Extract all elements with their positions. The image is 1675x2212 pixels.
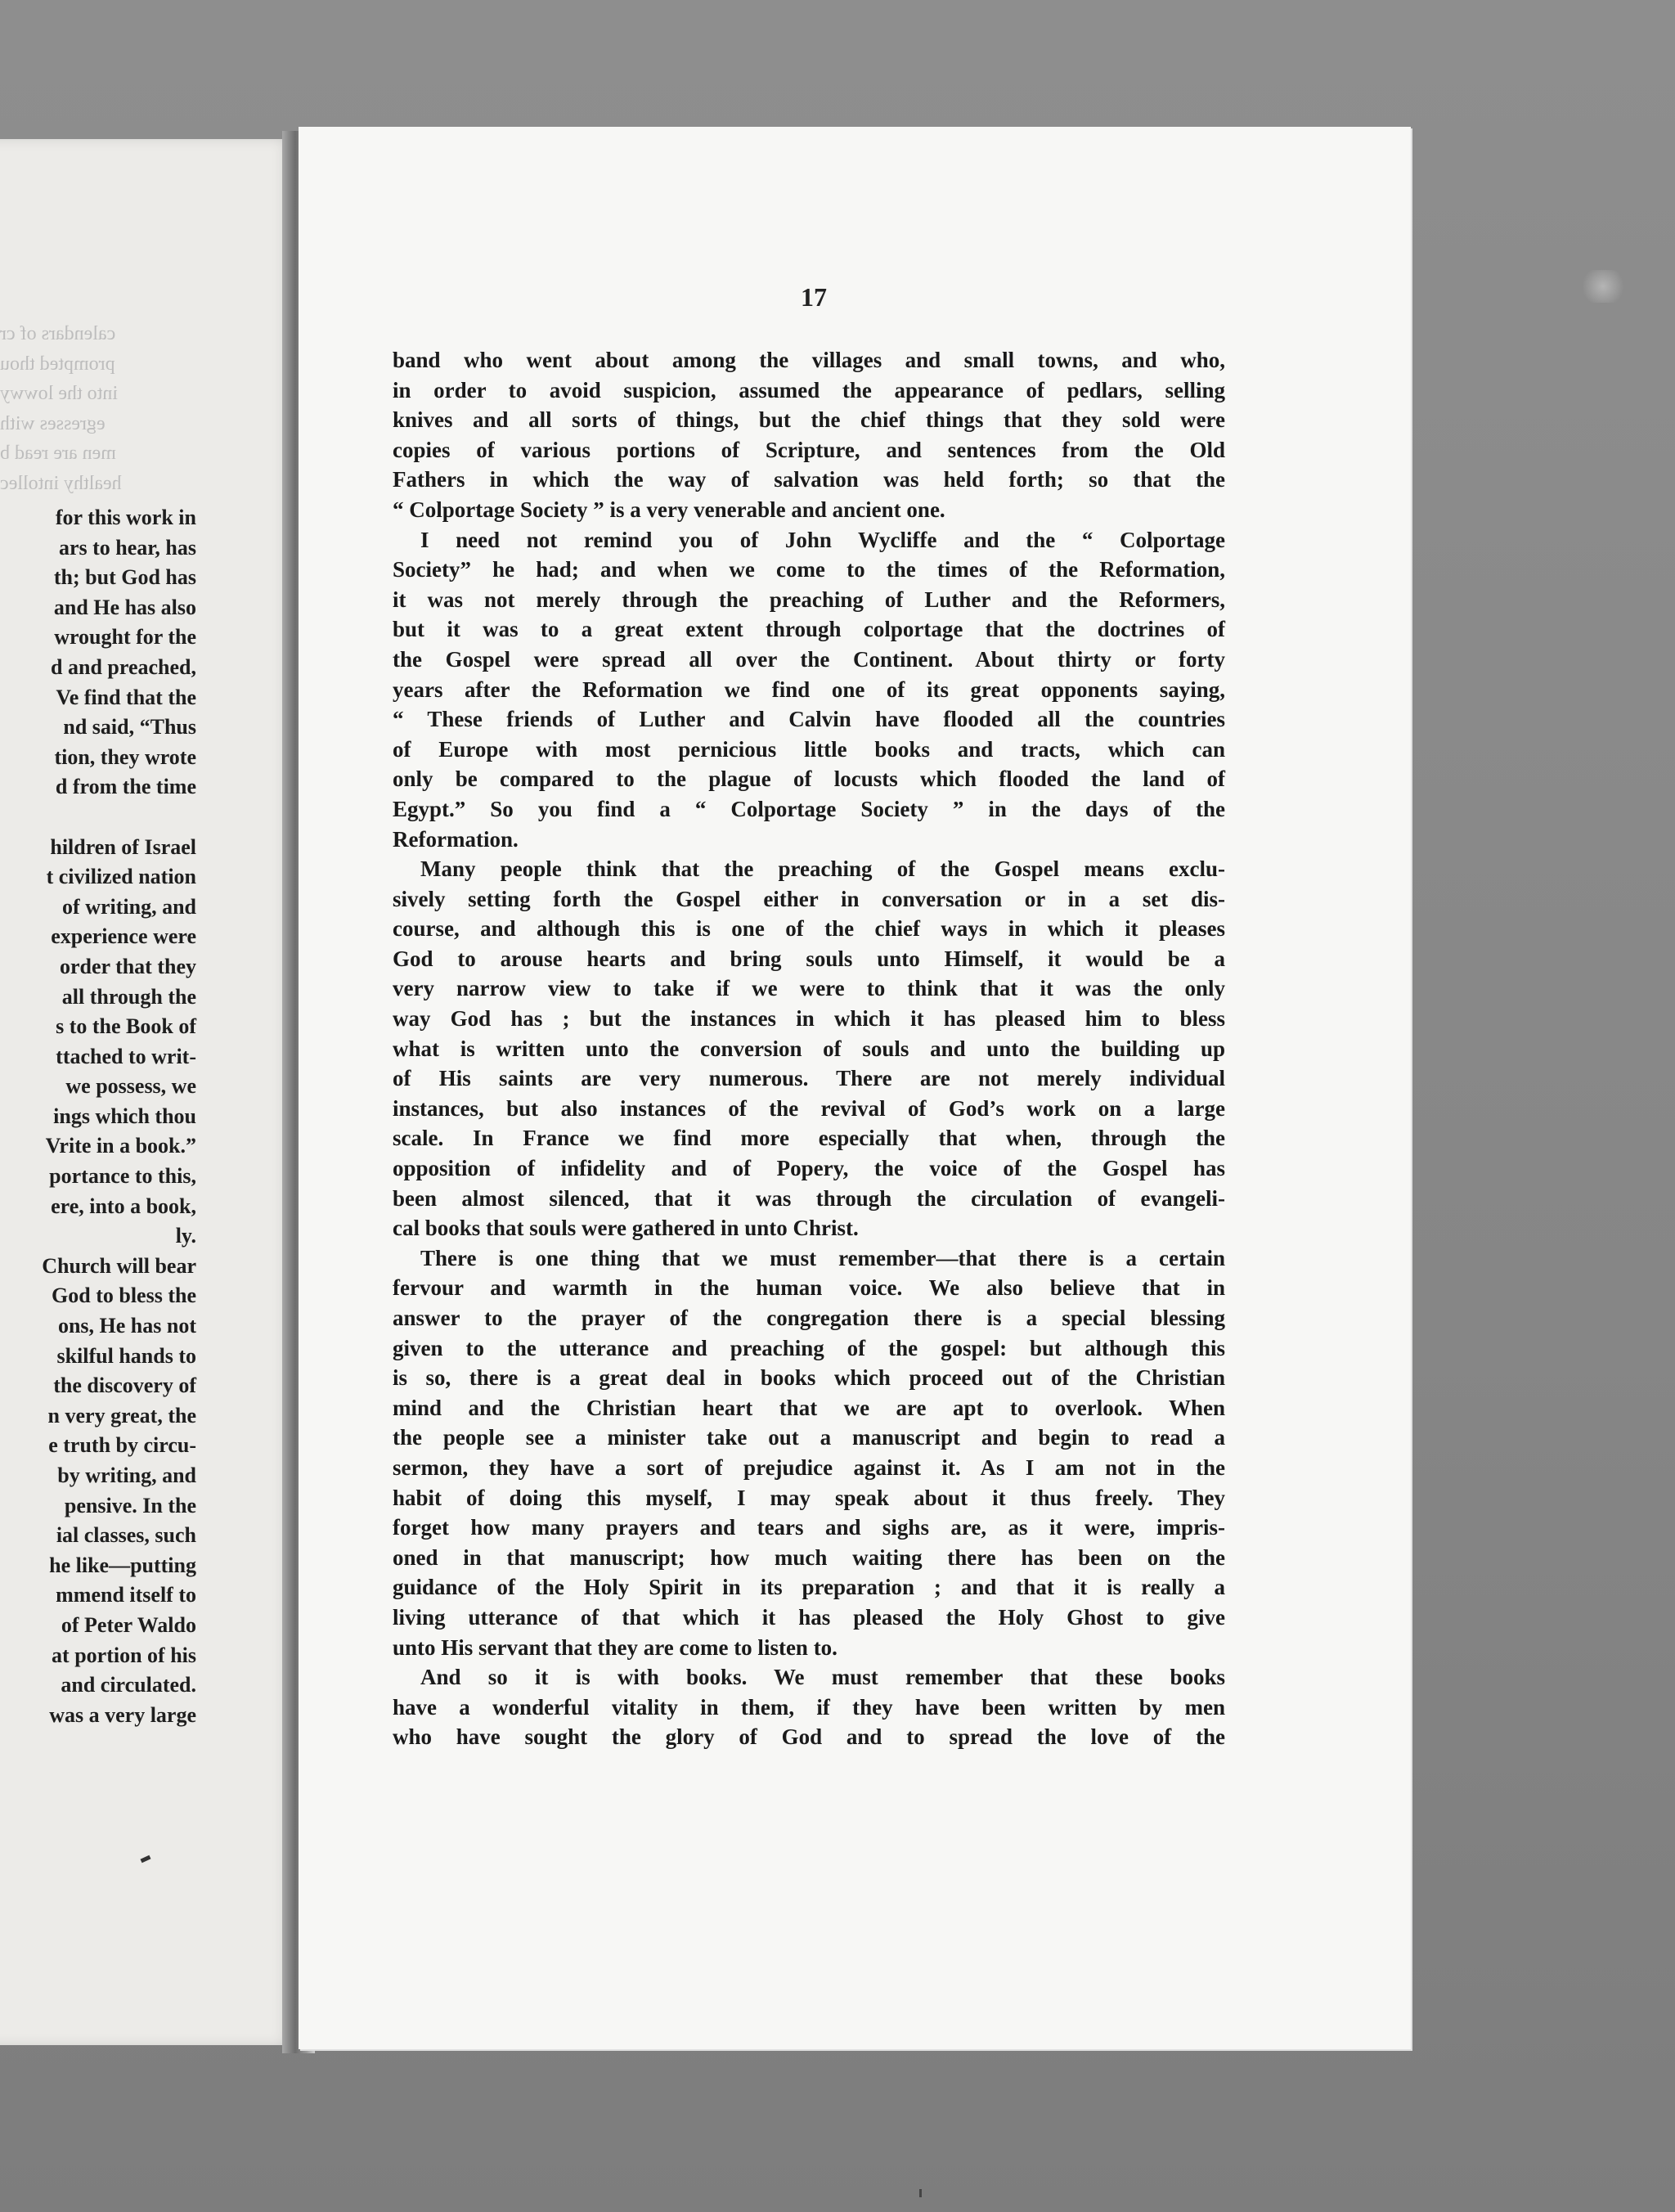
left-fragment-line: ings which thou: [53, 1104, 196, 1128]
text-line: the people see a minister take out a manuscript and begin to read a: [393, 1425, 1225, 1450]
left-fragment-line: experience were: [51, 924, 196, 949]
showthrough-line: prompted thou: [0, 353, 115, 375]
text-line: only be compared to the plague of locusts which flooded the land of: [393, 767, 1225, 792]
left-fragment-line: all through the: [61, 984, 196, 1009]
left-fragment-line: mmend itself to: [56, 1583, 196, 1607]
paragraph: [393, 1662, 1225, 1752]
text-line: oned in that manuscript; how much waiting there has been on the: [393, 1544, 1225, 1570]
left-fragment-line: was a very large: [49, 1702, 196, 1727]
text-line: guidance of the Holy Spirit in its preparation ; and that it is really a: [393, 1575, 1225, 1600]
left-fragment-line: the discovery of: [53, 1374, 196, 1398]
text-line: given to the utterance and preaching of the gospel: but although this: [393, 1335, 1225, 1360]
scan-mark: [919, 2189, 922, 2197]
text-line: knives and all sorts of things, but the chief things that they sold were: [393, 407, 1225, 433]
left-fragment-line: ial classes, such: [56, 1523, 196, 1548]
left-fragment-line: [0, 803, 196, 833]
text-line: years after the Reformation we find one of its great opponents saying,: [393, 677, 1225, 702]
text-line: living utterance of that which it has pleased the Holy Ghost to give: [393, 1604, 1225, 1630]
text-line: “ Colportage Society ” is a very venerable and ancient one.: [393, 497, 945, 522]
text-line: of Europe with most pernicious little books and tracts, which can: [393, 736, 1225, 762]
text-line: Egypt.” So you find a “ Colportage Society ” in the days of the: [393, 796, 1225, 821]
text-line: There is one thing that we must remember—that there is a certain: [420, 1245, 1225, 1270]
left-fragment-line: pensive. In the: [64, 1493, 196, 1517]
text-line: answer to the prayer of the congregation there is a special blessing: [393, 1306, 1225, 1330]
body-text: [393, 345, 1225, 1752]
left-fragment-line: at portion of his: [52, 1643, 196, 1667]
text-line: of His saints are very numerous. There are not merely individual: [393, 1066, 1225, 1091]
showthrough-line: egresses with: [0, 412, 106, 434]
left-fragment-line: he like—putting: [49, 1553, 196, 1577]
text-line: fervour and warmth in the human voice. We also believe that in: [393, 1275, 1225, 1301]
left-fragment-line: th; but God has: [53, 565, 196, 590]
text-line: mind and the Christian heart that we are apt to overlook. When: [393, 1395, 1225, 1420]
left-fragment-line: God to bless the: [52, 1284, 196, 1308]
text-line: Fathers in which the way of salvation was held forth; so that the: [393, 467, 1225, 492]
text-line: opposition of infidelity and of Popery, the voice of the Gospel has: [393, 1156, 1225, 1181]
dust-speck: [1578, 270, 1628, 303]
left-page-text-fragments: [0, 503, 196, 1730]
left-fragment-line: portance to this,: [49, 1164, 196, 1189]
text-line: way God has ; but the instances in which it has pleased him to bless: [393, 1006, 1225, 1032]
left-fragment-line: ons, He has not: [57, 1314, 196, 1338]
showthrough-line: calendars of cr: [0, 323, 116, 344]
text-line: course, and although this is one of the chief ways in which it pleases: [393, 916, 1225, 942]
text-line: copies of various portions of Scripture, and sentences from the Old: [393, 437, 1225, 462]
left-fragment-line: and He has also: [53, 595, 196, 619]
text-line: what is written unto the conversion of souls and unto the building up: [393, 1036, 1225, 1061]
left-fragment-line: ars to hear, has: [58, 535, 196, 560]
left-fragment-line: and circulated.: [61, 1673, 196, 1697]
left-fragment-line: we possess, we: [65, 1074, 196, 1099]
text-line: the Gospel were spread all over the Continent. About thirty or forty: [393, 646, 1225, 672]
text-line: cal books that souls were gathered in unto Christ.: [393, 1216, 859, 1241]
text-line: Many people think that the preaching of the Gospel means exclu-: [420, 856, 1225, 882]
left-fragment-line: Vrite in a book.”: [45, 1134, 196, 1158]
text-line: habit of doing this myself, I may speak about it thus freely. They: [393, 1485, 1225, 1510]
left-fragment-line: by writing, and: [57, 1463, 196, 1487]
left-fragment-line: ere, into a book,: [51, 1194, 196, 1218]
showthrough-line: into the lowwy: [0, 383, 118, 405]
text-line: scale. In France we find more especially that when, through the: [393, 1126, 1225, 1151]
left-page-showthrough: [0, 319, 196, 499]
text-line: And so it is with books. We must remember that these books: [420, 1665, 1225, 1690]
text-line: who have sought the glory of God and to spread the love of the: [393, 1724, 1225, 1750]
text-line: it was not merely through the preaching of Luther and the Reformers,: [393, 587, 1225, 612]
text-line: unto His servant that they are come to listen to.: [393, 1634, 838, 1660]
text-line: I need not remind you of John Wycliffe and the “ Colportage: [420, 527, 1225, 552]
left-fragment-line: ttached to writ-: [56, 1044, 196, 1068]
paragraph: [393, 854, 1225, 1243]
text-line: is so, there is a great deal in books which proceed out of the Christian: [393, 1365, 1225, 1391]
left-fragment-line: tion, they wrote: [54, 744, 196, 769]
left-fragment-line: for this work in: [55, 506, 196, 529]
left-fragment-line: s to the Book of: [56, 1014, 196, 1039]
left-fragment-line: e truth by circu-: [48, 1433, 196, 1458]
left-fragment-line: order that they: [59, 954, 196, 978]
page-number: 17: [801, 282, 827, 312]
showthrough-line: men are read b: [0, 443, 116, 465]
text-line: but it was to a great extent through colportage that the doctrines of: [393, 617, 1225, 642]
text-line: sively setting forth the Gospel either in conversation or in a set dis-: [393, 886, 1225, 911]
left-fragment-line: wrought for the: [54, 625, 196, 650]
left-fragment-line: ly.: [175, 1224, 196, 1248]
text-line: “ These friends of Luther and Calvin have flooded all the countries: [393, 707, 1225, 732]
text-line: been almost silenced, that it was through the circulation of evangeli-: [393, 1185, 1225, 1211]
text-line: forget how many prayers and tears and sighs are, as it were, impris-: [393, 1515, 1225, 1540]
left-fragment-line: of Peter Waldo: [61, 1612, 196, 1637]
text-line: Reformation.: [393, 826, 519, 852]
left-fragment-line: skilful hands to: [56, 1343, 196, 1368]
left-fragment-line: of writing, and: [62, 894, 196, 919]
text-line: have a wonderful vitality in them, if they have been written by men: [393, 1694, 1225, 1720]
text-line: instances, but also instances of the revival of God’s work on a large: [393, 1095, 1225, 1121]
left-fragment-line: hildren of Israel: [50, 834, 196, 859]
text-line: sermon, they have a sort of prejudice against it. As I am not in the: [393, 1454, 1225, 1480]
left-fragment-line: Church will bear: [42, 1253, 196, 1278]
text-line: band who went about among the villages and small towns, and who,: [393, 348, 1225, 372]
paragraph: [393, 525, 1225, 855]
left-fragment-line: d from the time: [55, 775, 196, 799]
left-fragment-line: Ve find that the: [56, 685, 196, 709]
left-fragment-line: d and preached,: [51, 654, 196, 679]
text-line: God to arouse hearts and bring souls unto Himself, it would be a: [393, 946, 1225, 971]
paragraph: [393, 1243, 1225, 1662]
showthrough-line: healthy intollec: [0, 472, 122, 494]
paragraph: [393, 345, 1225, 525]
left-fragment-line: nd said, “Thus: [63, 715, 196, 740]
text-line: very narrow view to take if we were to think that it was the only: [393, 976, 1225, 1001]
left-fragment-line: t civilized nation: [46, 865, 196, 889]
text-line: in order to avoid suspicion, assumed the appearance of pedlars, selling: [393, 377, 1225, 402]
text-line: Society” he had; and when we come to the times of the Reformation,: [393, 557, 1225, 582]
left-fragment-line: n very great, the: [47, 1403, 196, 1427]
